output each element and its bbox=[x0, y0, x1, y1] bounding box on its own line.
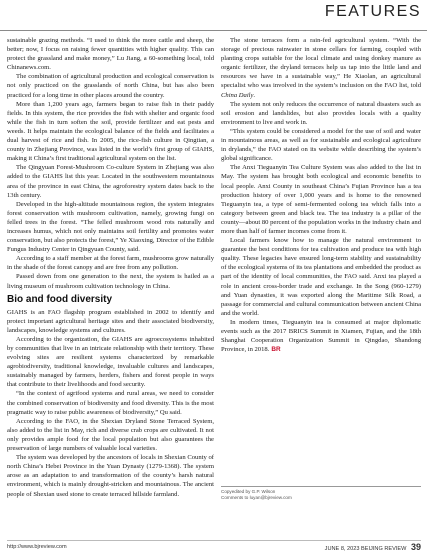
header-divider bbox=[0, 30, 427, 31]
article-right-column bbox=[221, 36, 421, 354]
section-title: FEATURES bbox=[324, 3, 421, 20]
copyeditor-credit: Copyedited by G.P. Wilson bbox=[221, 489, 276, 494]
paragraph: More than 1,200 years ago, farmers began to raise fish in their paddy fields. In this system, the rice provides the fish with shelter and organic food while the fish in turn soften the soil, provide fertilizer and eat pests and weeds. It helps maintain the ecological balance of the fields and facilitates a dual harvest of rice and fish. In 2005, the rice-fish culture in Qingtian, a county in Zhejiang Province, was listed in the world’s first group of GIAHS, making it China’s first traditional agricultural system on the list. bbox=[7, 100, 214, 163]
end-mark: BR bbox=[271, 346, 281, 354]
page-header bbox=[0, 0, 427, 38]
paragraph bbox=[221, 36, 421, 100]
paragraph: “This system could be considered a model for the use of soil and water in mountainous areas, as well as for sustainable and ecological agriculture in drylands,” the FAO stated on its website while describing the system’s global significance. bbox=[221, 127, 421, 163]
paragraph: The combination of agricultural production and ecological conservation is not only practiced on the grasslands of north China, but has also been practiced for a long time in other places around the country. bbox=[7, 73, 214, 99]
credits bbox=[221, 489, 421, 501]
credits-divider bbox=[221, 486, 421, 487]
paragraph: Local farmers know how to manage the natural environment to guarantee the best conditions for tea cultivation and produce tea with high quality. These legacies have ensured long-term stability and sustainability of the ecological systems of its tea plantations and embedded the product as part of the identity of local communities, the FAO said. Anxi tea played a role in ancient cross-border trade and exchange. In the Song (960-1279) and Yuan dynasties, it was exported along the Maritime Silk Road, a passage for commercial and cultural communication between ancient China and the world. bbox=[221, 237, 421, 317]
paragraph: Developed in the high-altitude mountainous region, the system integrates forest conservation with mushroom cultivation, namely, growing fungi on felled trees in the forest. “The felled mushroom wood rots naturally and increases humus, which not only maintains soil fertility and promotes water conservation, but also protects the forest,” Ye Xiaoxing, Director of the Edible Fungus Industry Center in Qingyuan County, said. bbox=[7, 200, 214, 254]
paragraph: Passed down from one generation to the next, the system is hailed as a living museum of mushroom cultivation technology in China. bbox=[7, 273, 214, 290]
paragraph: According to the FAO, in the Shexian Dryland Stone Terraced System, also added to the list in May, rich and diverse crab crops are cultivated. It not only provides ample food for the local population but also guarantees the preservation of large numbers of valuable local varieties. bbox=[7, 417, 214, 453]
subheading: Bio and food diversity bbox=[7, 293, 113, 305]
paragraph: The Qingyuan Forest-Mushroom Co-culture System in Zhejiang was also added to the GIAHS list this year. Located in the southwestern mountainous area of the province in east China, the agroforestry system dates back to the 13th century. bbox=[7, 164, 214, 199]
paragraph: sustainable grazing methods. “I used to think the more cattle and sheep, the better; now, I focus on raising fewer quantities with higher quality. This can protect the grassland and make money,” Lu Jiang, a 60-something local, told Chinanews.com. bbox=[7, 37, 214, 72]
paragraph: GIAHS is an FAO flagship program established in 2002 to identify and protect important agricultural heritage sites and their associated biodiversity, landscapes, knowledge systems and cultures. bbox=[7, 308, 214, 334]
paragraph-end: . bbox=[253, 91, 256, 99]
issue-info: JUNE 8, 2023 BEIJING REVIEW bbox=[324, 546, 407, 552]
paragraph: The system was developed by the ancestors of locals in Shexian County of north China’s Hebei Province in the Yuan Dynasty (1279-1368). The system arose as an adaptation to and transformation of the county’s harsh natural environment, which is mainly drought-stricken and mountainous. The ancient people of Shexian used stone to create terraced hillside farmland. bbox=[7, 454, 214, 498]
footer-url[interactable]: http://www.bjreview.com bbox=[7, 544, 67, 550]
comments-email[interactable]: Comments to luyan@bjreview.com bbox=[221, 495, 292, 500]
paragraph: “In the context of agrifood systems and rural areas, we need to consider the combined conservation of biodiversity and food diversity. This is the most pragmatic way to raise public awareness of biodiversity,” Qu said. bbox=[7, 390, 214, 416]
paragraph: The system not only reduces the occurrence of natural disasters such as soil erosion and landslides, but also provides locals with a quality environment to live and work in. bbox=[221, 100, 421, 126]
paragraph bbox=[221, 318, 421, 354]
paragraph-text: In modern times, Tieguanyin tea is consumed at major diplomatic events such as the 2017 BRICS Summit in Xiamen, Fujian, and the 18th Shanghai Cooperation Organization Summit in Qingdao, Shandong Province, in 2018. bbox=[221, 318, 421, 354]
source-name: China Daily bbox=[221, 91, 254, 99]
footer-divider bbox=[7, 540, 421, 541]
paragraph: The Anxi Tieguanyin Tea Culture System was also added to the list in May. The system has brought both ecological and economic benefits to local people. Anxi County in southeast China’s Fujian Province has a tea production history of over 1,000 years and is home to the renowned Tieguanyin tea, a type of semi-fermented oolong tea which falls into a category between green and black tea. The tea industry is a pillar of the county—about 80 percent of the population works in the industry chain and more than half of farmer incomes come from it. bbox=[221, 164, 421, 235]
page-number: 39 bbox=[410, 542, 421, 552]
article-left-column bbox=[7, 36, 214, 499]
paragraph: According to the organization, the GIAHS are agroecosystems inhabited by communities that live in an intricate relationship with their territory. These evolving sites are resilient systems characterized by remarkable agrobiodiversity, traditional knowledge, invaluable cultures and landscapes, sustainably managed by farmers, herders, fishers and forest people in ways that contribute to their livelihoods and food security. bbox=[7, 335, 214, 389]
paragraph-text: The stone terraces form a rain-fed agricultural system. “With the storage of precious rainwater in stone cellars for farming, coupled with planting crops suitable for the local climate and using donkey manure as organic fertilizer, the dryland terraces help us tap into the little land and resources we have in a sustainable way,” He Xiaolan, an agricultural specialist who was involved in the system’s inclusion on the FAO list, told bbox=[221, 37, 421, 90]
paragraph: According to a staff member at the forest farm, mushrooms grow naturally in the shade of the forest canopy and are free from any pollution. bbox=[7, 255, 214, 272]
footer-issue bbox=[325, 542, 421, 552]
